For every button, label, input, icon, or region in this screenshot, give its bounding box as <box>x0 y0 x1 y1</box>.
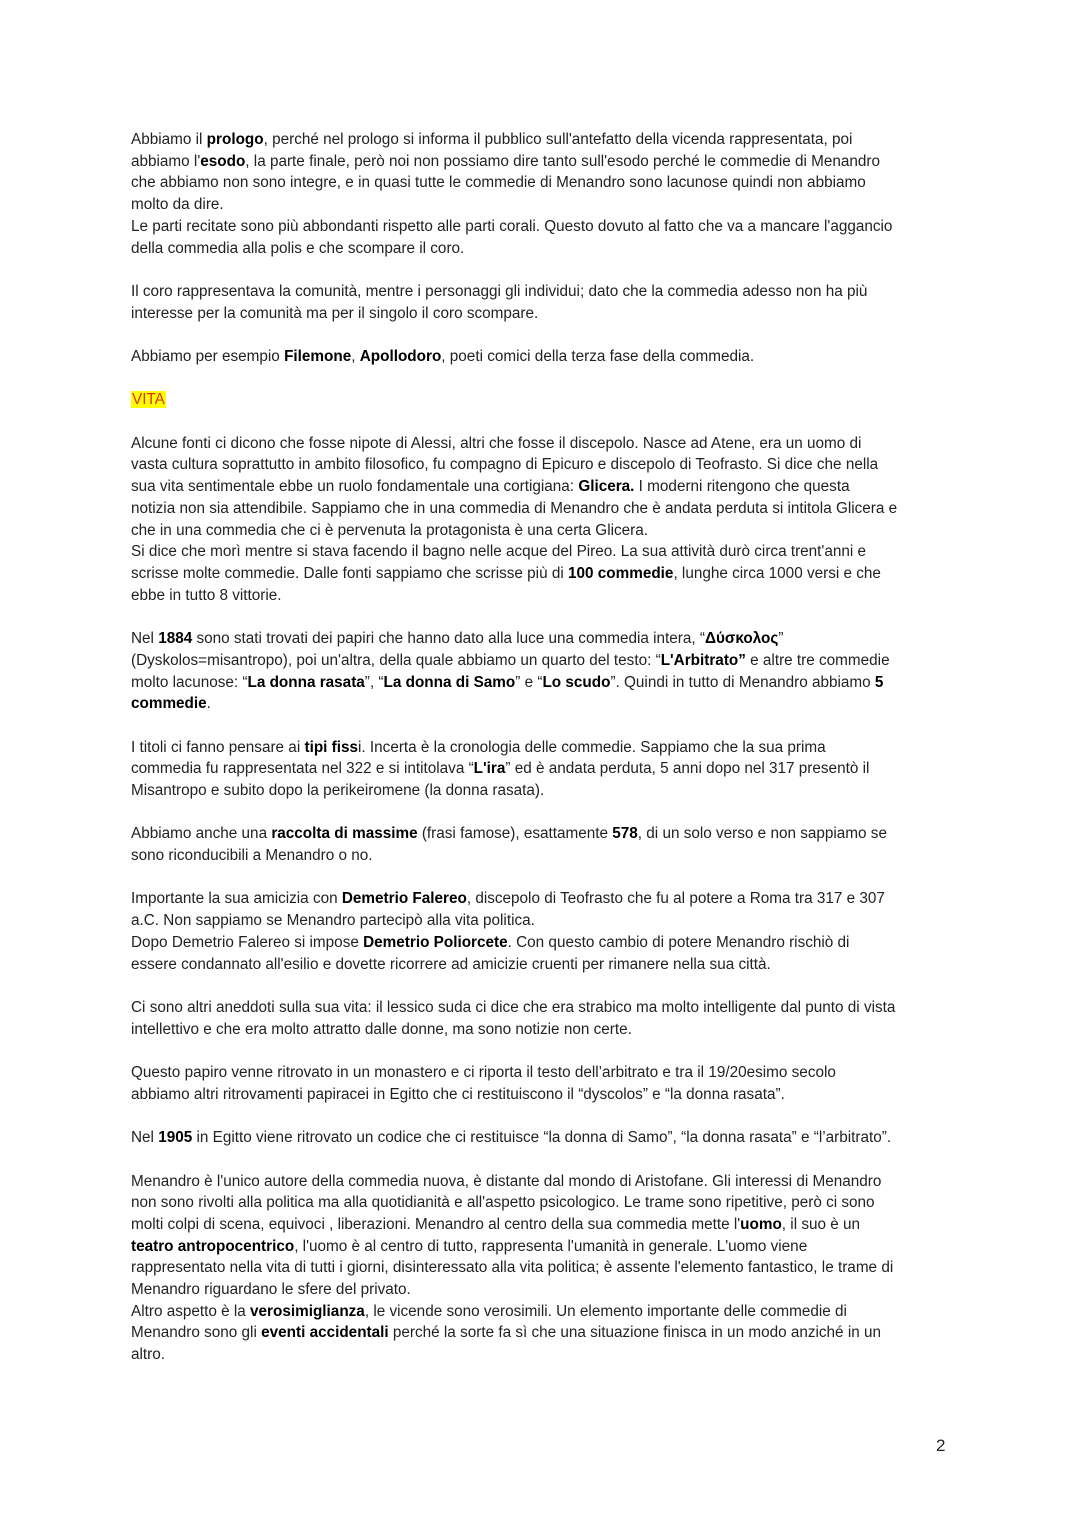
text-run: , l'uomo è al centro di tutto, rappresenta l'umanità in generale. L'uomo viene <box>294 1237 808 1255</box>
paragraph <box>131 216 897 259</box>
text-run: della commedia alla polis e che scompare il coro. <box>131 239 465 257</box>
paragraph <box>131 281 897 324</box>
text-run: Le parti recitate sono più abbondanti rispetto alle parti corali. Questo dovuto al fatto che va a mancare l'aggancio <box>131 217 893 235</box>
text-line <box>131 1279 897 1301</box>
paragraph <box>131 389 897 411</box>
bold-text: L'ira <box>473 760 506 778</box>
text-run: , le vicende sono verosimili. Un elemento importante delle commedie di <box>364 1302 847 1320</box>
text-run: molti colpi di scena, equivoci , liberazioni. Menandro al centro della sua commedia mette l' <box>131 1215 741 1233</box>
text-run: abbiamo l' <box>131 152 201 170</box>
bold-text: La donna rasata <box>247 673 365 691</box>
document-body <box>131 129 897 1366</box>
text-line <box>131 1019 897 1041</box>
text-run: sono stati trovati dei papiri che hanno dato alla luce una commedia intera, “ <box>192 630 705 648</box>
text-line <box>131 563 897 585</box>
bold-text: Filemone <box>284 348 352 365</box>
text-line <box>131 1236 897 1258</box>
paragraph <box>131 628 897 715</box>
text-line <box>131 216 897 238</box>
paragraph <box>131 888 897 931</box>
paragraph <box>131 129 897 216</box>
text-line <box>131 1322 897 1344</box>
text-run: , perché nel prologo si informa il pubblico sull'antefatto della vicenda rappresentata, poi <box>263 131 853 148</box>
text-line <box>131 194 897 216</box>
text-run: interesse per la comunità ma per il singolo il coro scompare. <box>131 304 539 322</box>
text-line <box>131 628 897 650</box>
bold-text: 100 commedie <box>568 565 674 582</box>
text-run: , lunghe circa 1000 versi e che <box>673 565 881 582</box>
text-run: , <box>351 348 360 365</box>
text-line <box>131 585 897 607</box>
bold-text: teatro antropocentrico <box>131 1237 295 1255</box>
bold-text: verosimiglianza <box>250 1302 365 1320</box>
text-run: rappresentato nella vita di tutti i giorni, disinteressato alla vita politica; è assente l'elemento fantastico, le trame di <box>131 1259 894 1277</box>
paragraph <box>131 1062 897 1105</box>
paragraph <box>131 1127 897 1149</box>
text-run: Menandro è l'unico autore della commedia nuova, è distante dal mondo di Aristofane. Gli interessi di Menandro <box>131 1172 882 1190</box>
bold-text: Apollodoro <box>359 348 442 365</box>
text-run: ”. Quindi in tutto di Menandro abbiamo <box>610 673 875 691</box>
text-line <box>131 1214 897 1236</box>
text-line <box>131 172 897 194</box>
text-line <box>131 281 897 303</box>
bold-text: 5 <box>874 673 884 691</box>
text-run: sua vita sentimentale ebbe un ruolo fondamentale una cortigiana: <box>131 478 579 496</box>
text-run: I titoli ci fanno pensare ai <box>131 738 305 756</box>
text-line <box>131 129 897 151</box>
text-run: ” ed è andata perduta, 5 anni dopo nel 317 presentò il <box>505 760 870 778</box>
text-run: Alcune fonti ci dicono che fosse nipote di Alessi, altri che fosse il discepolo. Nasce ad Atene, era un uomo di <box>131 434 862 452</box>
text-run: Nel <box>131 1129 159 1147</box>
paragraph <box>131 997 897 1040</box>
text-line <box>131 997 897 1019</box>
bold-text: tipi fiss <box>304 738 359 756</box>
text-line <box>131 737 897 759</box>
text-run: Il coro rappresentava la comunità, mentre i personaggi gli individui; dato che la commedia adesso non ha più <box>131 282 868 300</box>
text-run: che abbiamo non sono integre, e in quasi tutte le commedie di Menandro sono lacunose quindi non abbiamo <box>131 174 866 192</box>
paragraph <box>131 541 897 606</box>
text-line <box>131 1301 897 1323</box>
text-line <box>131 1171 897 1193</box>
text-line <box>131 1062 897 1084</box>
text-run: non sono rivolti alla politica ma alla quotidianità e all'aspetto psicologico. Le trame sono ripetitive, però ci sono <box>131 1194 875 1212</box>
text-run: , la parte finale, però noi non possiamo dire tanto sull'esodo perché le commedie di Menandro <box>245 152 881 170</box>
text-line <box>131 520 897 542</box>
bold-text: Demetrio Poliorcete <box>363 933 508 951</box>
text-run: e altre tre commedie <box>745 651 890 669</box>
text-run: Nel <box>131 630 159 648</box>
text-line <box>131 303 897 325</box>
paragraph <box>131 932 897 975</box>
text-run: (Dyskolos=misantropo), poi un'altra, della quale abbiamo un quarto del testo: “ <box>131 651 661 669</box>
text-line <box>131 1344 897 1366</box>
page-number: 2 <box>936 1436 946 1455</box>
text-line <box>131 1127 897 1149</box>
bold-text: 1884 <box>158 630 193 648</box>
text-run: (frasi famose), esattamente <box>417 825 613 843</box>
text-run: Ci sono altri aneddoti sulla sua vita: il lessico suda ci dice che era strabico ma molto intelligente dal punto di vista <box>131 998 896 1016</box>
text-run: . <box>206 695 211 713</box>
section-heading-highlighted: VITA <box>132 391 165 409</box>
bold-text: 1905 <box>158 1129 193 1147</box>
text-run: altro. <box>131 1346 166 1364</box>
text-line <box>131 888 897 910</box>
bold-text: uomo <box>740 1215 782 1233</box>
text-run: Abbiamo per esempio <box>131 348 285 365</box>
bold-text: prologo <box>206 131 264 148</box>
text-run: Questo papiro venne ritrovato in un monastero e ci riporta il testo dell’arbitrato e tra il 19/20esimo secolo <box>131 1064 836 1082</box>
text-line <box>131 780 897 802</box>
paragraph <box>131 737 897 802</box>
text-line <box>131 1084 897 1106</box>
text-line <box>131 1192 897 1214</box>
text-line <box>131 498 897 520</box>
text-run: , poeti comici della terza fase della commedia. <box>441 348 755 365</box>
paragraph <box>131 1301 897 1366</box>
text-run: essere condannato all'esilio e dovette ricorrere ad amicizie cruenti per rimanere nella sua città. <box>131 955 771 973</box>
text-run: . Con questo cambio di potere Menandro rischiò di <box>507 933 850 951</box>
paragraph <box>131 823 897 866</box>
text-run: , il suo è un <box>781 1215 861 1233</box>
bold-text: Glicera. <box>578 478 635 496</box>
text-line <box>131 433 897 455</box>
text-line <box>131 910 897 932</box>
text-run: I moderni ritengono che questa <box>634 478 850 496</box>
bold-text: raccolta di massime <box>271 825 418 843</box>
text-line <box>131 672 897 694</box>
text-line <box>131 650 897 672</box>
text-run: molto lacunose: “ <box>131 673 248 691</box>
text-run: commedia fu rappresentata nel 322 e si intitolava “ <box>131 760 474 778</box>
paragraph <box>131 1171 897 1301</box>
text-run: Importante la sua amicizia con <box>131 890 342 908</box>
text-run: che in una commedia che ci è pervenuta la protagonista è una certa Glicera. <box>131 521 648 539</box>
text-run: in Egitto viene ritrovato un codice che ci restituisce “la donna di Samo”, “la donna rasata” e “l’arbitrato”. <box>192 1129 892 1147</box>
text-line <box>131 541 897 563</box>
text-run: abbiamo altri ritrovamenti papiracei in Egitto che ci restituiscono il “dyscolos” e “la donna rasata”. <box>131 1085 785 1103</box>
text-run: ” e “ <box>515 673 543 691</box>
text-run: a.C. Non sappiamo se Menandro partecipò alla vita politica. <box>131 912 535 930</box>
bold-text: L'Arbitrato” <box>660 651 746 669</box>
text-line <box>131 1257 897 1279</box>
text-run: , discepolo di Teofrasto che fu al potere a Roma tra 317 e 307 <box>466 890 885 908</box>
text-line <box>131 389 897 411</box>
text-run: Abbiamo il <box>131 131 207 148</box>
text-run: ”, “ <box>364 673 384 691</box>
text-line <box>131 151 897 173</box>
text-line <box>131 346 897 368</box>
text-run: Menandro sono gli <box>131 1324 262 1342</box>
paragraph <box>131 433 897 542</box>
bold-text: eventi accidentali <box>261 1324 389 1342</box>
text-run: , di un solo verso e non sappiamo se <box>637 825 887 843</box>
bold-text: La donna di Samo <box>383 673 516 691</box>
text-run: Si dice che morì mentre si stava facendo il bagno nelle acque del Pireo. La sua attività durò circa trent'anni e <box>131 543 867 561</box>
text-run: molto da dire. <box>131 196 224 214</box>
text-line <box>131 932 897 954</box>
text-run: ebbe in tutto 8 vittorie. <box>131 586 282 604</box>
bold-text: Δύσκολος <box>704 630 779 648</box>
text-run: Altro aspetto è la <box>131 1302 251 1320</box>
text-run: sono riconducibili a Menandro o no. <box>131 847 373 865</box>
text-run: vasta cultura soprattutto in ambito filosofico, fu compagno di Epicuro e discepolo di Teofrasto. Si dice che nella <box>131 456 879 474</box>
paragraph <box>131 346 897 368</box>
bold-text: commedie <box>131 695 207 713</box>
text-run: Menandro riguardano le sfere del privato. <box>131 1281 411 1299</box>
text-run: i. Incerta è la cronologia delle commedie. Sappiamo che la sua prima <box>358 738 826 756</box>
text-line <box>131 823 897 845</box>
text-line <box>131 693 897 715</box>
text-run: perché la sorte fa sì che una situazione finisca in un modo anziché in un <box>388 1324 881 1342</box>
text-run: notizia non sia attendibile. Sappiamo che in una commedia di Menandro che è andata perduta si intitola Glicera e <box>131 499 898 517</box>
bold-text: 578 <box>612 825 638 843</box>
text-run: intellettivo e che era molto attratto dalle donne, ma sono notizie non certe. <box>131 1020 632 1038</box>
text-run: scrisse molte commedie. Dalle fonti sappiamo che scrisse più di <box>131 565 568 582</box>
bold-text: esodo <box>200 152 246 170</box>
text-line <box>131 845 897 867</box>
text-run: ” <box>778 630 784 648</box>
text-line <box>131 476 897 498</box>
text-run: Abbiamo anche una <box>131 825 272 843</box>
text-line <box>131 238 897 260</box>
text-line <box>131 454 897 476</box>
text-run: Misantropo e subito dopo la perikeiromene (la donna rasata). <box>131 782 545 799</box>
bold-text: Lo scudo <box>542 673 611 691</box>
text-line <box>131 758 897 780</box>
text-line <box>131 954 897 976</box>
bold-text: Demetrio Falereo <box>341 890 467 908</box>
text-run: Dopo Demetrio Falereo si impose <box>131 933 364 951</box>
